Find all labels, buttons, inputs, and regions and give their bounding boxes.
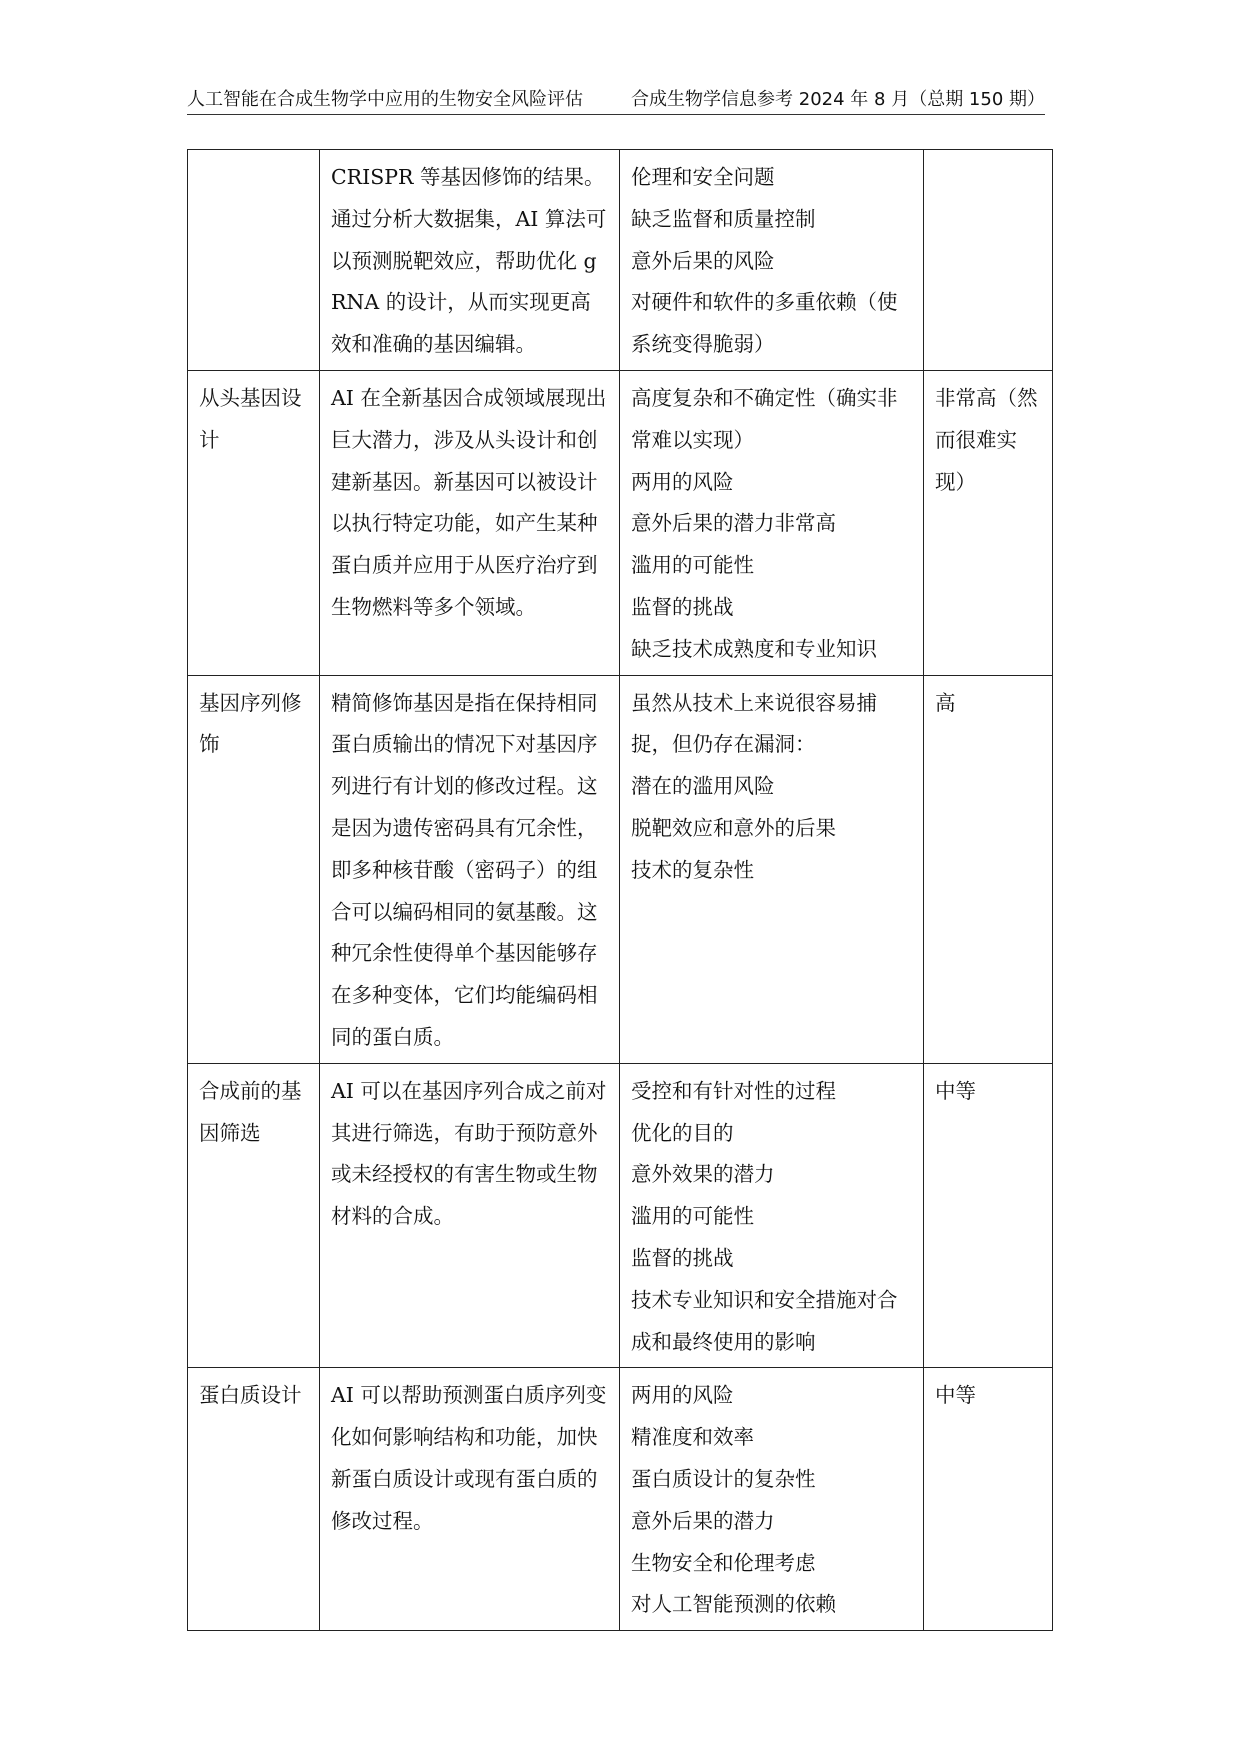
- table-row: [188, 1368, 1053, 1631]
- risk-item: 蛋白质设计的复杂性: [631, 1466, 816, 1491]
- risk-level-cell: 中等: [924, 1063, 1053, 1368]
- risk-item: 滥用的可能性: [631, 1204, 754, 1229]
- risk-item: 脱靶效应和意外的后果: [631, 815, 836, 840]
- risk-item: 缺乏监督和质量控制: [631, 206, 816, 231]
- risk-item: 意外效果的潜力: [631, 1162, 775, 1187]
- description-cell: AI 可以帮助预测蛋白质序列变化如何影响结构和功能，加快新蛋白质设计或现有蛋白质的修改过程。: [320, 1368, 620, 1631]
- risk-item: 对硬件和软件的多重依赖（使系统变得脆弱）: [631, 290, 898, 357]
- risks-cell: [620, 150, 924, 371]
- header-title: 人工智能在合成生物学中应用的生物安全风险评估: [187, 89, 583, 110]
- risk-item: 监督的挑战: [631, 594, 734, 619]
- risk-item: 优化的目的: [631, 1120, 734, 1145]
- risk-item: 伦理和安全问题: [631, 165, 775, 189]
- risk-level-cell: 非常高（然而很难实现）: [924, 370, 1053, 675]
- description-cell: CRISPR 等基因修饰的结果。通过分析大数据集，AI 算法可以预测脱靶效应，帮助优化 gRNA 的设计，从而实现更高效和准确的基因编辑。: [320, 150, 620, 371]
- header-journal-info: 合成生物学信息参考 2024 年 8 月（总期 150 期）: [631, 89, 1045, 110]
- risk-level-cell: 中等: [924, 1368, 1053, 1631]
- risk-item: 两用的风险: [631, 1383, 734, 1408]
- risks-cell: [620, 1368, 924, 1631]
- application-name-cell: 从头基因设计: [188, 370, 320, 675]
- application-name-cell: [188, 150, 320, 371]
- table-row: [188, 150, 1053, 371]
- risk-item: 潜在的滥用风险: [631, 774, 775, 799]
- risk-item: 意外后果的潜力: [631, 1508, 775, 1533]
- page-header: [187, 88, 1045, 115]
- table-row: [188, 1063, 1053, 1368]
- risk-assessment-table: [187, 149, 1053, 1631]
- risk-item: 技术的复杂性: [631, 857, 754, 882]
- table-row: [188, 675, 1053, 1063]
- application-name-cell: 基因序列修饰: [188, 675, 320, 1063]
- risk-item: 精准度和效率: [631, 1425, 754, 1450]
- risk-item: 缺乏技术成熟度和专业知识: [631, 636, 877, 661]
- risk-level-cell: 高: [924, 675, 1053, 1063]
- table-row: [188, 370, 1053, 675]
- risk-item: 虽然从技术上来说很容易捕捉，但仍存在漏洞：: [631, 690, 877, 757]
- risk-item: 高度复杂和不确定性（确实非常难以实现）: [631, 385, 898, 452]
- risks-cell: [620, 675, 924, 1063]
- application-name-cell: 合成前的基因筛选: [188, 1063, 320, 1368]
- description-cell: AI 在全新基因合成领域展现出巨大潜力，涉及从头设计和创建新基因。新基因可以被设计以执行特定功能，如产生某种蛋白质并应用于从医疗治疗到生物燃料等多个领域。: [320, 370, 620, 675]
- risk-item: 滥用的可能性: [631, 553, 754, 578]
- risk-item: 对人工智能预测的依赖: [631, 1592, 836, 1617]
- risk-level-cell: [924, 150, 1053, 371]
- risk-item: 受控和有针对性的过程: [631, 1078, 836, 1103]
- risk-item: 两用的风险: [631, 469, 734, 494]
- risk-item: 技术专业知识和安全措施对合成和最终使用的影响: [631, 1287, 898, 1354]
- risks-cell: [620, 370, 924, 675]
- risk-item: 意外后果的潜力非常高: [631, 511, 836, 536]
- application-name-cell: 蛋白质设计: [188, 1368, 320, 1631]
- risks-cell: [620, 1063, 924, 1368]
- description-cell: 精简修饰基因是指在保持相同蛋白质输出的情况下对基因序列进行有计划的修改过程。这是因为遗传密码具有冗余性，即多种核苷酸（密码子）的组合可以编码相同的氨基酸。这种冗余性使得单个基因能够存在多种变体，它们均能编码相同的蛋白质。: [320, 675, 620, 1063]
- risk-item: 意外后果的风险: [631, 248, 775, 273]
- risk-item: 生物安全和伦理考虑: [631, 1550, 816, 1575]
- risk-item: 监督的挑战: [631, 1245, 734, 1270]
- description-cell: AI 可以在基因序列合成之前对其进行筛选，有助于预防意外或未经授权的有害生物或生物材料的合成。: [320, 1063, 620, 1368]
